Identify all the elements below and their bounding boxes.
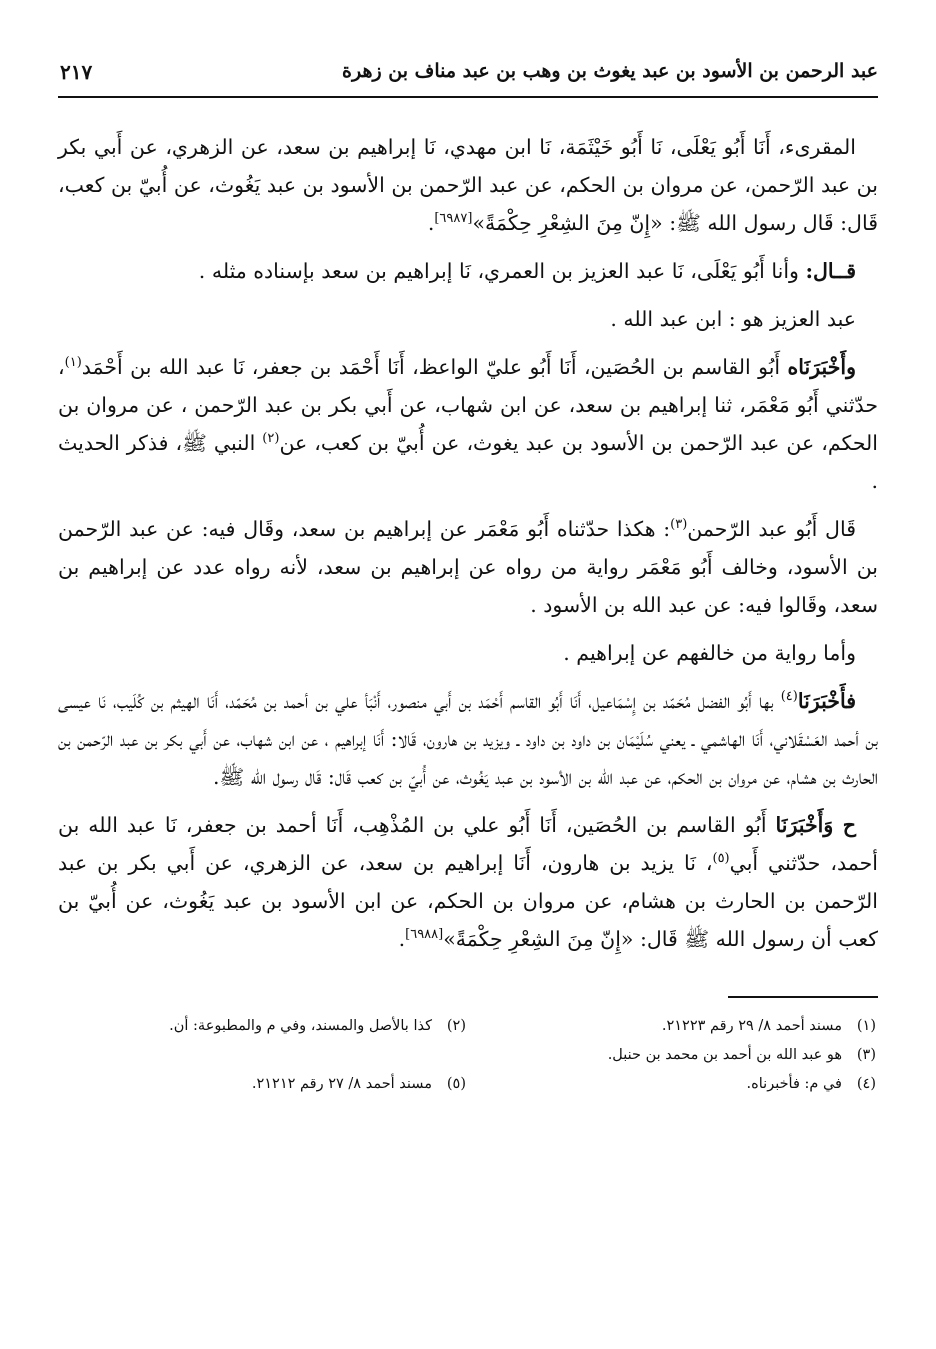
footnote [468, 1070, 878, 1099]
paragraph-text: وأنا أَبُو يَعْلَى، نَا عبد العزيز بن العمري، نَا إبراهيم بن سعد بإسناده مثله . [198, 259, 799, 283]
book-page [58, 58, 878, 1338]
footnote-ref: (٢) [262, 431, 280, 447]
footnote-row [58, 1070, 878, 1099]
page-header [58, 58, 878, 98]
paragraph-text: أَبُو القاسم بن الحُصَين، أَنَا أَبُو علي بن المُذْهِب، أَنَا أحمد بن جعفر، نَا عبد الله بن أحمد، حدّثني أَبي [58, 813, 879, 875]
page-body [58, 128, 878, 958]
footnote-text: هو عبد الله بن أحمد بن محمد بن حنبل. [607, 1047, 842, 1063]
footnote [58, 1070, 468, 1099]
paragraph-text: النبي ﷺ، فذكر الحديث . [58, 431, 878, 493]
footnote-separator [728, 996, 878, 998]
paragraph-text: المقرىء، أَنَا أَبُو يَعْلَى، نَا أَبُو خَيْثَمَة، نَا ابن مهدي، نَا إبراهيم بن سعد، عن الزهري، عن أَبي بكر بن عبد الرّحمن، عن مروان بن الحكم، عن عبد الرّحمن بن الأسود بن عبد يَغُوث، عن أُبيّ بن كعب، قَال: قَال رسول الله ﷺ: «إِنّ مِنَ الشِعْرِ حِكْمَةً» [58, 135, 878, 235]
paragraph [58, 300, 878, 338]
paragraph-lead: فأَخْبَرَنَا [797, 689, 856, 713]
paragraph-text: ، نَا يزيد بن هارون، أَنَا إبراهيم بن سعد، عن الزهري، عن أَبي بكر بن عبد الرّحمن بن الحارث بن هشام، عن مروان بن الحكم، عن ابن الأسود بن عبد يَغُوث، عن أُبيّ بن كعب أن رسول الله ﷺ قَال: «إِنّ مِنَ الشِعْرِ حِكْمَةً» [58, 851, 878, 951]
paragraph-lead: وأَخْبَرَنَاه [787, 355, 856, 379]
paragraph [58, 682, 878, 796]
paragraph [58, 634, 878, 672]
footnote [468, 1012, 878, 1041]
footnote-row [58, 1041, 878, 1070]
paragraph-text: . [398, 927, 406, 951]
paragraph [58, 348, 878, 500]
paragraph [58, 510, 878, 624]
page-number: ٢١٧ [60, 60, 93, 84]
paragraph-text: أَبُو القاسم بن الحُصَين، أَنَا أَبُو عليّ الواعظ، أَنَا أَحْمَد بن جعفر، نَا عبد الله بن أَحْمَد [81, 355, 781, 379]
footnote-number: (٢) [446, 1018, 466, 1034]
footnote-number: (٣) [856, 1047, 876, 1063]
paragraph [58, 128, 878, 242]
hadith-number: [٦٩٨٧] [434, 211, 473, 227]
footnote-text: مسند أحمد ٨/ ٢٧ رقم ٢١٢١٢. [251, 1076, 432, 1092]
paragraph-text: قَال أَبُو عبد الرّحمن [687, 517, 856, 541]
footnote-ref: (٥) [712, 851, 730, 867]
paragraph-lead: قــال: [805, 259, 856, 283]
footnote-number: (٤) [856, 1076, 876, 1092]
footnotes [58, 1012, 878, 1099]
footnote-ref: (٤) [780, 689, 798, 705]
footnote [58, 1012, 468, 1041]
running-title: عبد الرحمن بن الأسود بن عبد يغوث بن وهب بن عبد مناف بن زهرة [342, 60, 878, 82]
paragraph-text: عبد العزيز هو : ابن عبد الله . [610, 307, 856, 331]
footnote-number: (١) [856, 1018, 876, 1034]
footnote-row [58, 1012, 878, 1041]
paragraph-text: بها أَبُو الفضل مُحَمّد بن إِسْمَاعيل، أَنَا أَبُو القاسم أَحْمَد بن أَبي منصور، أَنْبَأ علي بن أحمد بن مُحَمّد، أَنَا الهيثم بن كُلَيب، نَا عيسى بن أحمد العَسْقَلاني، أَنَا الهاشمي ـ يعني سُلَيْمَان بن داود بن داود ـ ويزيد بن هارون، قَالا: أَنَا إبراهيم ، عن ابن شهاب، عن أَبي بكر بن عبد الرّحمن بن الحارث بن هشام، عن مروان بن الحكم، عن عبد الله بن الأسود بن عبد يَغُوث، عن أُبيّ بن كعب قَال: قَال رسول الله ﷺ. [58, 689, 878, 789]
paragraph [58, 806, 878, 958]
footnote-text: مسند أحمد ٨/ ٢٩ رقم ٢١٢٢٣. [661, 1018, 842, 1034]
footnote [58, 1041, 878, 1070]
footnote-text: كذا بالأصل والمسند، وفي م والمطبوعة: أن. [169, 1018, 432, 1034]
footnote-ref: (٣) [670, 517, 688, 533]
paragraph-lead: ح وَأَخْبَرَنَا [775, 813, 856, 837]
paragraph-text: : هكذا حدّثناه أَبُو مَعْمَر عن إبراهيم بن سعد، وقَال فيه: عن عبد الرّحمن بن الأسود، وخالف أَبُو مَعْمَر رواية من رواه عن إبراهيم بن سعد، لأنه رواه عدد عن إبراهيم بن سعد، وقَالوا فيه: عن عبد الله بن الأسود . [58, 517, 878, 617]
footnote-number: (٥) [446, 1076, 466, 1092]
footnote-text: في م: فأخبرناه. [746, 1076, 842, 1092]
paragraph-text: ، حدّثني أَبُو مَعْمَر، ثنا إبراهيم بن سعد، عن ابن شهاب، عن أَبي بكر بن عبد الرّحمن ، عن مروان بن الحكم، عن عبد الرّحمن بن الأسود بن عبد يغوث، عن أُبيّ بن كعب، عن [58, 355, 878, 455]
paragraph-text: وأما رواية من خالفهم عن إبراهيم . [563, 641, 856, 665]
footnote-ref: (١) [64, 355, 82, 371]
paragraph-text: . [427, 211, 435, 235]
hadith-number: [٦٩٨٨] [405, 927, 444, 943]
paragraph [58, 252, 878, 290]
